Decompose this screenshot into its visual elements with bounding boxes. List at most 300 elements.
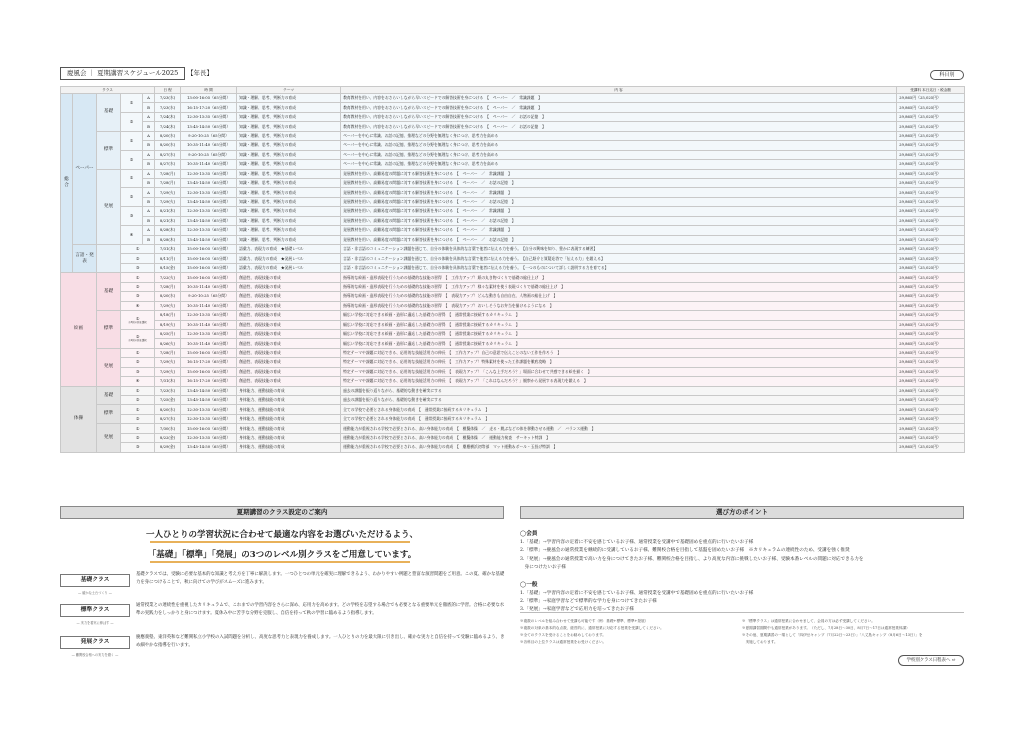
time-cell: 10:35-11:40（65分間）: [181, 301, 237, 310]
date-cell: 8/21(木): [155, 207, 181, 216]
date-cell: 8/15(金): [155, 263, 181, 272]
theme-cell: 知識・理解、思考、判断力の育成: [237, 216, 341, 225]
content-cell: 特定テーマや課題に対応できる、応用的な技能活用力の伸長 【 工作力アップ！自己の意思で伝えことのない工作を作ろう 】: [341, 348, 897, 357]
level-cell: 標準: [97, 131, 121, 169]
session-number: ③: [121, 292, 155, 301]
content-cell: ペーパーを中心に常識、お話の記憶、推理などの分野を無理なく身につけ、思考力を高める: [341, 160, 897, 169]
theme-cell: 身体能力、運動技能の育成: [237, 405, 341, 414]
points-member-line: 1.「基礎」→学習内容の定着に不安を感じているお子様、通常授業を受講中で基礎固めを重点的に行いたいお子様: [520, 540, 754, 545]
head-date: 日 程: [155, 87, 181, 94]
table-row: [61, 311, 965, 320]
table-row: [61, 226, 965, 235]
price-cell: 29,865円（25,025円）: [897, 443, 965, 452]
level-advanced-desc: 慶應義塾、東洋英和など難関私立小学校の入試問題を分析し、高度な思考力と表現力を養成します。一人ひとりの力を最大限に引き出し、確かな実力と自信を持って受験に臨めるよう、きめ細やかな指導を行います。: [136, 635, 505, 648]
price-cell: 29,865円（25,025円）: [897, 339, 965, 348]
session-note: ※3組の組を選択: [128, 320, 147, 324]
date-cell: 8/25(月): [155, 329, 181, 338]
content-cell: 発展教材を用い、高難易度の問題に対する解答技術を身につける 【 ペーパー ／ お話の記憶 】: [341, 216, 897, 225]
table-row: [61, 424, 965, 433]
level-cell: 発展: [97, 348, 121, 386]
theme-cell: 知識・理解、思考、判断力の育成: [237, 103, 341, 112]
session-number: ④: [121, 226, 143, 245]
session-group: A: [143, 150, 155, 159]
content-cell: 教育教材を用い、内容をおさらいしながら早いスピードでの解答技術を身につける 【 ペーパー ／ 常識課題 】: [341, 94, 897, 103]
points-general-line: 1.「基礎」→学習内容の定着に不安を感じているお子様、通常授業を受講中で基礎固めを重点的に行いたいお子様: [520, 591, 754, 596]
date-cell: 8/20(水): [155, 292, 181, 301]
price-cell: 29,865円（25,025円）: [897, 311, 965, 320]
time-cell: 13:45-14:50（65分間）: [181, 443, 237, 452]
theme-cell: 知識・理解、思考、判断力の育成: [237, 235, 341, 244]
price-cell: 29,865円（25,025円）: [897, 433, 965, 442]
session-number: [121, 311, 155, 330]
price-cell: 29,865円（25,025円）: [897, 207, 965, 216]
time-cell: 12:30-13:35（65分間）: [181, 414, 237, 423]
session-number: [121, 329, 155, 348]
theme-cell: 創造性、表現技能の育成: [237, 329, 341, 338]
level-basic-sub: — 確かな土台づくり —: [78, 591, 112, 595]
session-group: A: [143, 169, 155, 178]
session-group: B: [143, 235, 155, 244]
session-number: ①: [121, 348, 155, 357]
grade-label: 【年長】: [187, 69, 213, 77]
subcategory-cell: 言語・発表: [73, 245, 97, 273]
arrow-right-icon: ⇨: [951, 658, 956, 663]
price-cell: 29,865円（25,025円）: [897, 197, 965, 206]
head-class: クラス: [61, 87, 155, 94]
category-cell: 絵画: [61, 273, 97, 386]
date-cell: 7/31(木): [155, 245, 181, 254]
theme-cell: 創造性、表現技能の育成: [237, 273, 341, 282]
date-cell: 7/24(木): [155, 122, 181, 131]
content-cell: 全ての学校で必要とされる身体能力の育成 【 通常授業に接続するカリキュラム 】: [341, 414, 897, 423]
guide-lead-2: 「基礎」「標準」「発展」の3つのレベル別クラスをご用意しています。: [147, 550, 417, 560]
price-cell: 29,865円（25,025円）: [897, 329, 965, 338]
time-cell: 13:45-14:50（65分間）: [181, 386, 237, 395]
session-group: A: [143, 94, 155, 103]
table-row: [61, 188, 965, 197]
content-cell: 全ての学校で必要とされる身体能力の育成 【 通常授業に接続するカリキュラム 】: [341, 405, 897, 414]
points-general-title: ◯一般: [520, 582, 538, 588]
price-cell: 29,865円（25,025円）: [897, 160, 965, 169]
theme-cell: 身体能力、運動技能の育成: [237, 414, 341, 423]
session-group: A: [143, 226, 155, 235]
theme-cell: 語彙力、表現力の育成 ★発展レベル: [237, 254, 341, 263]
page-title: 慶風会 ｜ 夏期講習スケジュール2025: [60, 67, 185, 80]
points-note: ※複数の対象の基本的な点数、経営的に、通常授業に対応する授業を受講してください。: [520, 626, 664, 630]
price-cell: 29,865円（25,025円）: [897, 122, 965, 131]
table-row: [61, 122, 965, 131]
head-price: 受講料 本日迄日・税金額: [897, 87, 965, 94]
session-number: ②: [121, 254, 155, 263]
price-cell: 29,865円（25,025円）: [897, 263, 965, 272]
content-cell: 言語・非言語のコミュニケーション課題を通じて、自分の体験を具体的な言葉で他者に伝える力を養う。【自己紹介と質疑応答で「伝える力」を鍛える】: [341, 254, 897, 263]
time-cell: 15:00-16:05（65分間）: [181, 245, 237, 254]
date-cell: 8/11(月): [155, 254, 181, 263]
content-cell: 特定テーマや課題に対応できる、応用的な技能活用力の伸長 【 表現力アップ！「こんな上手だろう？」場面に合わせて共感できる絵を描く 】: [341, 367, 897, 376]
date-cell: 7/29(火): [155, 188, 181, 197]
price-cell: 29,865円（25,025円）: [897, 94, 965, 103]
price-cell: 29,865円（25,025円）: [897, 245, 965, 254]
date-cell: 7/24(木): [155, 112, 181, 121]
lead-underline: [150, 541, 410, 543]
date-cell: 8/20(水): [155, 405, 181, 414]
time-cell: 13:00-16:05（65分間）: [181, 94, 237, 103]
content-cell: 指導的な絵画・造形表現を行うための基礎的な技能の習得 【 表現力アップ！どんな動きも自由自在、人物画の総仕上げ 】: [341, 292, 897, 301]
date-cell: 8/22(金): [155, 433, 181, 442]
time-cell: 15:00-16:05（65分間）: [181, 348, 237, 357]
theme-cell: 創造性、表現技能の育成: [237, 377, 341, 386]
date-cell: 7/25(金): [155, 396, 181, 405]
head-content: 内 容: [341, 87, 897, 94]
time-cell: 16:15-17:20（65分間）: [181, 377, 237, 386]
content-cell: 教育教材を用い、内容をおさらいしながら早いスピードでの解答技術を身につける 【 ペーパー ／ お話の記憶 】: [341, 112, 897, 121]
price-cell: 29,865円（25,025円）: [897, 150, 965, 159]
time-cell: 15:00-16:05（65分間）: [181, 263, 237, 272]
content-cell: 指導的な絵画・造形表現を行うための基礎的な技能の習得 【 工作力アップ！紙の丸き物づくりで基礎の総仕上げ 】: [341, 273, 897, 282]
date-cell: 7/29(火): [155, 367, 181, 376]
content-cell: 発展教材を用い、高難易度の問題に対する解答技術を身につける 【 ペーパー ／ お話の記憶 】: [341, 197, 897, 206]
theme-cell: 創造性、表現技能の育成: [237, 320, 341, 329]
session-group: B: [143, 141, 155, 150]
points-title: 選び方のポイント: [520, 506, 964, 519]
price-cell: 29,865円（25,025円）: [897, 348, 965, 357]
theme-cell: 語彙力、表現力の育成 ★発展レベル: [237, 263, 341, 272]
theme-cell: 知識・理解、思考、判断力の育成: [237, 131, 341, 140]
session-number: ②: [121, 282, 155, 291]
session-group: B: [143, 122, 155, 131]
content-cell: 運動能力が重視される学校で必要とされる、高い身体能力の育成 【 模擬体操 ／ 運動能力検査 サーキット特訓 】: [341, 433, 897, 442]
price-cell: 29,865円（25,025円）: [897, 235, 965, 244]
content-cell: 発展教材を用い、高難易度の問題に対する解答技術を身につける 【 ペーパー ／ 常識課題 】: [341, 169, 897, 178]
price-cell: 29,865円（25,025円）: [897, 188, 965, 197]
time-cell: 12:30-13:35（65分間）: [181, 226, 237, 235]
subject-button[interactable]: 科目別: [930, 70, 964, 80]
content-cell: 発展教材を用い、高難易度の問題に対する解答技術を身につける 【 ペーパー ／ 常識課題 】: [341, 207, 897, 216]
points-note: 実施しております。: [742, 640, 778, 644]
level-standard-sub: — 実力を着実に伸ばす —: [76, 621, 114, 625]
date-cell: 8/26(火): [155, 339, 181, 348]
session-group: A: [143, 207, 155, 216]
time-cell: 15:00-16:05（65分間）: [181, 273, 237, 282]
table-row: [61, 367, 965, 376]
level-advanced-label: 発展クラス: [60, 636, 130, 649]
table-row: [61, 131, 965, 140]
theme-cell: 知識・理解、思考、判断力の育成: [237, 169, 341, 178]
price-cell: 29,865円（25,025円）: [897, 358, 965, 367]
content-cell: 言語・非言語のコミュニケーション課題を通じて、自分の体験を具体的な言葉で他者に伝える力を養う。【一つのものについて詳しく説明する力を育てる】: [341, 263, 897, 272]
table-row: [61, 197, 965, 206]
price-cell: 29,865円（25,025円）: [897, 405, 965, 414]
price-cell: 29,865円（25,025円）: [897, 414, 965, 423]
time-cell: 16:15-17:20（65分間）: [181, 358, 237, 367]
theme-cell: 知識・理解、思考、判断力の育成: [237, 207, 341, 216]
session-number: ③: [121, 367, 155, 376]
session-number: ②: [121, 433, 155, 442]
table-row: [61, 443, 965, 452]
time-cell: 12:30-13:35（65分間）: [181, 207, 237, 216]
price-cell: 29,865円（25,025円）: [897, 367, 965, 376]
level-standard-label: 標準クラス: [60, 604, 130, 617]
table-row: [61, 433, 965, 442]
session-number: ①: [121, 424, 155, 433]
time-cell: 13:45-14:50（65分間）: [181, 216, 237, 225]
session-number-label: ①: [135, 315, 140, 321]
content-cell: 過去の課題を振り返りながら、基礎的な動きを確実にする: [341, 386, 897, 395]
theme-cell: 創造性、表現技能の育成: [237, 282, 341, 291]
table-row: [61, 94, 965, 103]
table-row: [61, 263, 965, 272]
table-row: [61, 178, 965, 187]
price-cell: 29,865円（25,025円）: [897, 273, 965, 282]
time-cell: 10:35-11:40（65分間）: [181, 320, 237, 329]
theme-cell: 身体能力、運動技能の育成: [237, 424, 341, 433]
date-cell: 8/20(水): [155, 131, 181, 140]
theme-cell: 知識・理解、思考、判断力の育成: [237, 160, 341, 169]
table-row: [61, 150, 965, 159]
session-number: ②: [121, 112, 143, 131]
session-group: B: [143, 197, 155, 206]
subcategory-cell: ペーパー: [73, 94, 97, 245]
time-cell: 9:20-10:25（65分間）: [181, 292, 237, 301]
time-cell: 13:45-14:50（65分間）: [181, 396, 237, 405]
school-schedule-button[interactable]: [898, 655, 964, 666]
table-row: [61, 386, 965, 395]
price-cell: 29,865円（25,025円）: [897, 226, 965, 235]
theme-cell: 知識・理解、思考、判断力の育成: [237, 226, 341, 235]
level-cell: 標準: [97, 311, 121, 349]
lead-underline: [150, 561, 410, 563]
price-cell: 29,865円（25,025円）: [897, 178, 965, 187]
points-note: ※各科目の上位クラスは通常授業をお受けください。: [520, 640, 607, 644]
table-row: [61, 245, 965, 254]
time-cell: 12:30-13:35（65分間）: [181, 112, 237, 121]
points-note: ※その他、夏期講習の一環として「四伊豆キャンプ（7月22日〜23日）」「八丈島キャンプ（8月6日〜13日）」を: [742, 633, 923, 637]
school-schedule-label: 学校別クラス日程表へ: [906, 658, 951, 663]
date-cell: 8/28(木): [155, 235, 181, 244]
category-cell: 体操: [61, 386, 97, 452]
table-row: [61, 141, 965, 150]
time-cell: 10:35-11:40（65分間）: [181, 160, 237, 169]
session-group: A: [143, 112, 155, 121]
session-number: ①: [121, 386, 155, 395]
content-cell: 言語・非言語のコミュニケーション課題を通じて、自分の体験を具体的な言葉で他者に伝える力を養う。【自分の興味を知り、豊かに表現する練習】: [341, 245, 897, 254]
price-cell: 29,865円（25,025円）: [897, 169, 965, 178]
date-cell: 7/23(水): [155, 103, 181, 112]
points-member-title: ◯会員: [520, 531, 538, 537]
theme-cell: 身体能力、運動技能の育成: [237, 433, 341, 442]
table-row: [61, 169, 965, 178]
session-number: ②: [121, 396, 155, 405]
level-cell: 基礎: [97, 273, 121, 311]
date-cell: 7/28(月): [155, 282, 181, 291]
session-number-label: ②: [135, 334, 140, 340]
content-cell: 指導的な絵画・造形表現を行うための基礎的な技能の習得 【 工作力アップ！様々な素材を使う表現づくりで基礎の総仕上げ 】: [341, 282, 897, 291]
date-cell: 7/22(火): [155, 273, 181, 282]
guide-lead-1: 一人ひとりの学習状況に合わせて最適な内容をお選びいただけるよう、: [145, 530, 418, 540]
guide-title: 夏期講習のクラス設定のご案内: [60, 506, 504, 519]
table-row: [61, 112, 965, 121]
session-number: ①: [121, 405, 155, 414]
theme-cell: 創造性、表現技能の育成: [237, 348, 341, 357]
content-cell: 発展教材を用い、高難易度の問題に対する解答技術を身につける 【 ペーパー ／ 常識課題 】: [341, 226, 897, 235]
points-general-line: 3.「発展」→家庭学習などで応用力を培ってきたお子様: [520, 607, 634, 612]
session-number: ①: [121, 94, 143, 113]
points-general-line: 2.「標準」→家庭学習などで標準的な学力を身につけてきたお子様: [520, 599, 657, 604]
time-cell: 13:45-14:50（65分間）: [181, 178, 237, 187]
date-cell: 7/29(火): [155, 358, 181, 367]
price-cell: 29,865円（25,025円）: [897, 131, 965, 140]
theme-cell: 創造性、表現技能の育成: [237, 339, 341, 348]
session-group: B: [143, 178, 155, 187]
price-cell: 29,865円（25,025円）: [897, 216, 965, 225]
table-row: [61, 292, 965, 301]
theme-cell: 知識・理解、思考、判断力の育成: [237, 150, 341, 159]
content-cell: 教育教材を用い、内容をおさらいしながら早いスピードでの解答技術を身につける 【 ペーパー ／ お話の記憶 】: [341, 122, 897, 131]
level-basic-desc: 基礎クラスでは、受験に必要な基本的な知識と考え方を丁寧に解説します。一つひとつの単元を確実に理解できるよう、わかりやすい例題と豊富な演習問題をご用意。この夏、確かな基礎力を身につけることで、秋に向けての学びがスムーズに進みます。: [136, 572, 505, 585]
table-row: [61, 216, 965, 225]
theme-cell: 語彙力、表現力の育成 ★基礎レベル: [237, 245, 341, 254]
content-cell: ペーパーを中心に常識、お話の記憶、推理などの分野を無理なく身につけ、思考力を高める: [341, 150, 897, 159]
price-cell: 29,865円（25,025円）: [897, 320, 965, 329]
points-member-line: 3.「発展」→慶風会の通常授業で高い力を身につけてきたお子様、難関校合格を目指し、より高度な内容に挑戦したいお子様、受験本番レベルの問題に対応できる力を: [520, 557, 864, 562]
date-cell: 8/27(水): [155, 414, 181, 423]
level-cell: 発展: [97, 424, 121, 452]
theme-cell: 創造性、表現技能の育成: [237, 301, 341, 310]
table-row: [61, 396, 965, 405]
time-cell: 15:00-16:05（65分間）: [181, 424, 237, 433]
points-divider: [520, 612, 964, 613]
date-cell: 8/27(水): [155, 160, 181, 169]
session-number: ④: [121, 377, 155, 386]
date-cell: 7/31(木): [155, 377, 181, 386]
time-cell: 12:30-13:35（65分間）: [181, 169, 237, 178]
price-cell: 29,865円（25,025円）: [897, 103, 965, 112]
date-cell: 8/27(水): [155, 150, 181, 159]
table-row: [61, 377, 965, 386]
level-cell: 標準: [97, 405, 121, 424]
theme-cell: 知識・理解、思考、判断力の育成: [237, 94, 341, 103]
theme-cell: 知識・理解、思考、判断力の育成: [237, 112, 341, 121]
price-cell: 29,865円（25,025円）: [897, 141, 965, 150]
price-cell: 29,865円（25,025円）: [897, 254, 965, 263]
theme-cell: 身体能力、運動技能の育成: [237, 386, 341, 395]
points-member-line: 身につけたいお子様: [520, 565, 566, 570]
time-cell: 12:30-13:35（65分間）: [181, 188, 237, 197]
head-time: 時 間: [181, 87, 237, 94]
session-number: ①: [121, 245, 155, 254]
session-group: B: [143, 160, 155, 169]
date-cell: 7/29(火): [155, 301, 181, 310]
table-row: [61, 254, 965, 263]
time-cell: 15:00-16:05（65分間）: [181, 254, 237, 263]
time-cell: 10:35-11:40（65分間）: [181, 141, 237, 150]
price-cell: 29,865円（25,025円）: [897, 377, 965, 386]
table-row: [61, 414, 965, 423]
table-row: [61, 339, 965, 348]
time-cell: 12:30-13:35（65分間）: [181, 311, 237, 320]
content-cell: 幅広い学校に対応できる絵画・造形に適応した基礎力の習得 【 通常授業に接続するカリキュラム 】: [341, 311, 897, 320]
session-number: ①: [121, 273, 155, 282]
points-note: ※夏期講習期間中も通常授業があります。（ただし、7月28日〜30日、8月7日〜17日は通常授業休講）: [742, 626, 910, 630]
content-cell: 幅広い学校に対応できる絵画・造形に適応した基礎力の習得 【 通常授業に接続するカリキュラム 】: [341, 320, 897, 329]
session-number: ①: [121, 131, 143, 150]
date-cell: 8/29(金): [155, 443, 181, 452]
table-row: [61, 235, 965, 244]
points-note: ※全てのクラスを受けることをお勧めしております。: [520, 633, 606, 637]
price-cell: 29,865円（25,025円）: [897, 396, 965, 405]
table-row: [61, 301, 965, 310]
schedule-table: [60, 86, 965, 453]
price-cell: 29,865円（25,025円）: [897, 292, 965, 301]
table-row: [61, 320, 965, 329]
date-cell: 7/23(水): [155, 386, 181, 395]
session-number: ②: [121, 414, 155, 423]
points-member-line: 2.「標準」→慶風会の通常授業を継続的に受講しているお子様、難関校合格を目指して基盤を固めたいお子様 ※カリキュラムの連続性のため、受講を強く推奨: [520, 548, 850, 553]
table-row: [61, 348, 965, 357]
level-basic-label: 基礎クラス: [60, 574, 130, 587]
table-row: [61, 405, 965, 414]
theme-cell: 創造性、表現技能の育成: [237, 311, 341, 320]
date-cell: 7/28(月): [155, 348, 181, 357]
table-head: [61, 87, 965, 94]
price-cell: 29,865円（25,025円）: [897, 386, 965, 395]
content-cell: 特定テーマや課題に対応できる、応用的な技能活用力の伸長 【 工作力アップ！特殊素材を使った工作課題を徹底攻略 】: [341, 358, 897, 367]
category-cell: 総合: [61, 94, 73, 273]
content-cell: 過去の課題を振り返りながら、基礎的な動きを確実にする: [341, 396, 897, 405]
points-note: ※複数のレベルを組み合わせて受講も可能です（例：基礎+標準、標準+発展）: [520, 619, 649, 623]
session-group: B: [143, 216, 155, 225]
table-row: [61, 329, 965, 338]
content-cell: 運動能力が重視される学校で必要とされる、高い身体能力の育成 【 模擬体操 ／ 走る・跳ぶなどの体を移動させる運動 ／ バランス運動 】: [341, 424, 897, 433]
session-number: ①: [121, 169, 143, 188]
table-row: [61, 103, 965, 112]
session-group: A: [143, 188, 155, 197]
session-number: ③: [121, 263, 155, 272]
content-cell: 発展教材を用い、高難易度の問題に対する解答技術を身につける 【 ペーパー ／ 常識課題 】: [341, 188, 897, 197]
date-cell: 7/23(水): [155, 94, 181, 103]
content-cell: 発展教材を用い、高難易度の問題に対する解答技術を身につける 【 ペーパー ／ お話の記憶 】: [341, 178, 897, 187]
session-note: ※2組の組を選択: [128, 339, 147, 343]
session-group: B: [143, 103, 155, 112]
content-cell: 運動能力が重視される学校で必要とされる、高い身体能力の育成 【 慶應横浜初等部 マット運動＆ボール・玉投げ特訓 】: [341, 443, 897, 452]
content-cell: ペーパーを中心に常識、お話の記憶、推理などの分野を無理なく身につけ、思考力を高める: [341, 131, 897, 140]
session-number: ④: [121, 301, 155, 310]
content-cell: 指導的な絵画・造形表現を行うための基礎的な技能の習得 【 表現力アップ！おいしそうなお弁当を描けるようになる 】: [341, 301, 897, 310]
points-note: ※「標準クラス」は通常授業に合わせまして、会員の方は必ず受講してください。: [742, 619, 875, 623]
theme-cell: 創造性、表現技能の育成: [237, 367, 341, 376]
theme-cell: 知識・理解、思考、判断力の育成: [237, 197, 341, 206]
session-number: ②: [121, 150, 143, 169]
time-cell: 16:15-17:20（65分間）: [181, 103, 237, 112]
theme-cell: 知識・理解、思考、判断力の育成: [237, 141, 341, 150]
head-theme: テーマ: [237, 87, 341, 94]
level-cell: 発展: [97, 169, 121, 245]
table-row: [61, 358, 965, 367]
price-cell: 29,865円（25,025円）: [897, 112, 965, 121]
time-cell: 10:35-11:40（65分間）: [181, 339, 237, 348]
content-cell: ペーパーを中心に常識、お話の記憶、推理などの分野を無理なく身につけ、思考力を高める: [341, 141, 897, 150]
session-number: ②: [121, 188, 143, 207]
time-cell: 10:35-11:40（65分間）: [181, 282, 237, 291]
date-cell: 7/28(月): [155, 178, 181, 187]
session-number: ②: [121, 358, 155, 367]
time-cell: 12:30-13:35（65分間）: [181, 433, 237, 442]
date-cell: 8/21(木): [155, 216, 181, 225]
theme-cell: 身体能力、運動技能の育成: [237, 443, 341, 452]
level-cell: 基礎: [97, 386, 121, 405]
time-cell: 13:45-14:50（65分間）: [181, 122, 237, 131]
date-cell: 8/18(月): [155, 311, 181, 320]
